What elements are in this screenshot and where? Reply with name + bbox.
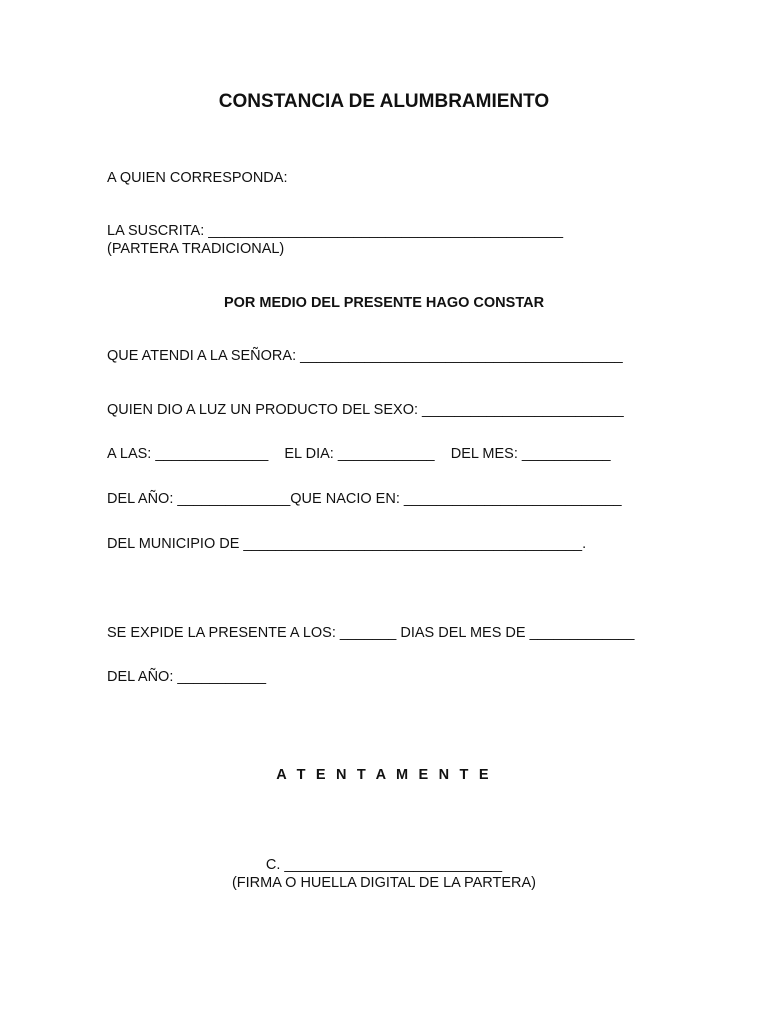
- expide-line: SE EXPIDE LA PRESENTE A LOS: _______ DIAS DEL MES DE _____________: [107, 625, 635, 641]
- municipio-line: DEL MUNICIPIO DE __________________________________________.: [107, 536, 587, 552]
- suscrita-note: (PARTERA TRADICIONAL): [107, 241, 285, 257]
- document-title: CONSTANCIA DE ALUMBRAMIENTO: [218, 91, 550, 112]
- closing-atentamente: A T E N T A M E N T E: [276, 767, 492, 783]
- sexo-line: QUIEN DIO A LUZ UN PRODUCTO DEL SEXO: _________________________: [107, 402, 624, 418]
- suscrita-line: LA SUSCRITA: ____________________________________________: [107, 223, 564, 239]
- salutation: A QUIEN CORRESPONDA:: [107, 170, 288, 186]
- anio-nacio-line: DEL AÑO: ______________QUE NACIO EN: ___________________________: [107, 491, 622, 507]
- signature-note: (FIRMA O HUELLA DIGITAL DE LA PARTERA): [231, 875, 537, 891]
- signature-line: C. ___________________________: [265, 857, 503, 873]
- declaration-heading: POR MEDIO DEL PRESENTE HAGO CONSTAR: [223, 295, 545, 311]
- anio-expide-line: DEL AÑO: ___________: [107, 669, 267, 685]
- hora-dia-mes-line: A LAS: ______________ EL DIA: ____________ DEL MES: ___________: [107, 446, 611, 462]
- senora-line: QUE ATENDI A LA SEÑORA: ________________________________________: [107, 348, 623, 364]
